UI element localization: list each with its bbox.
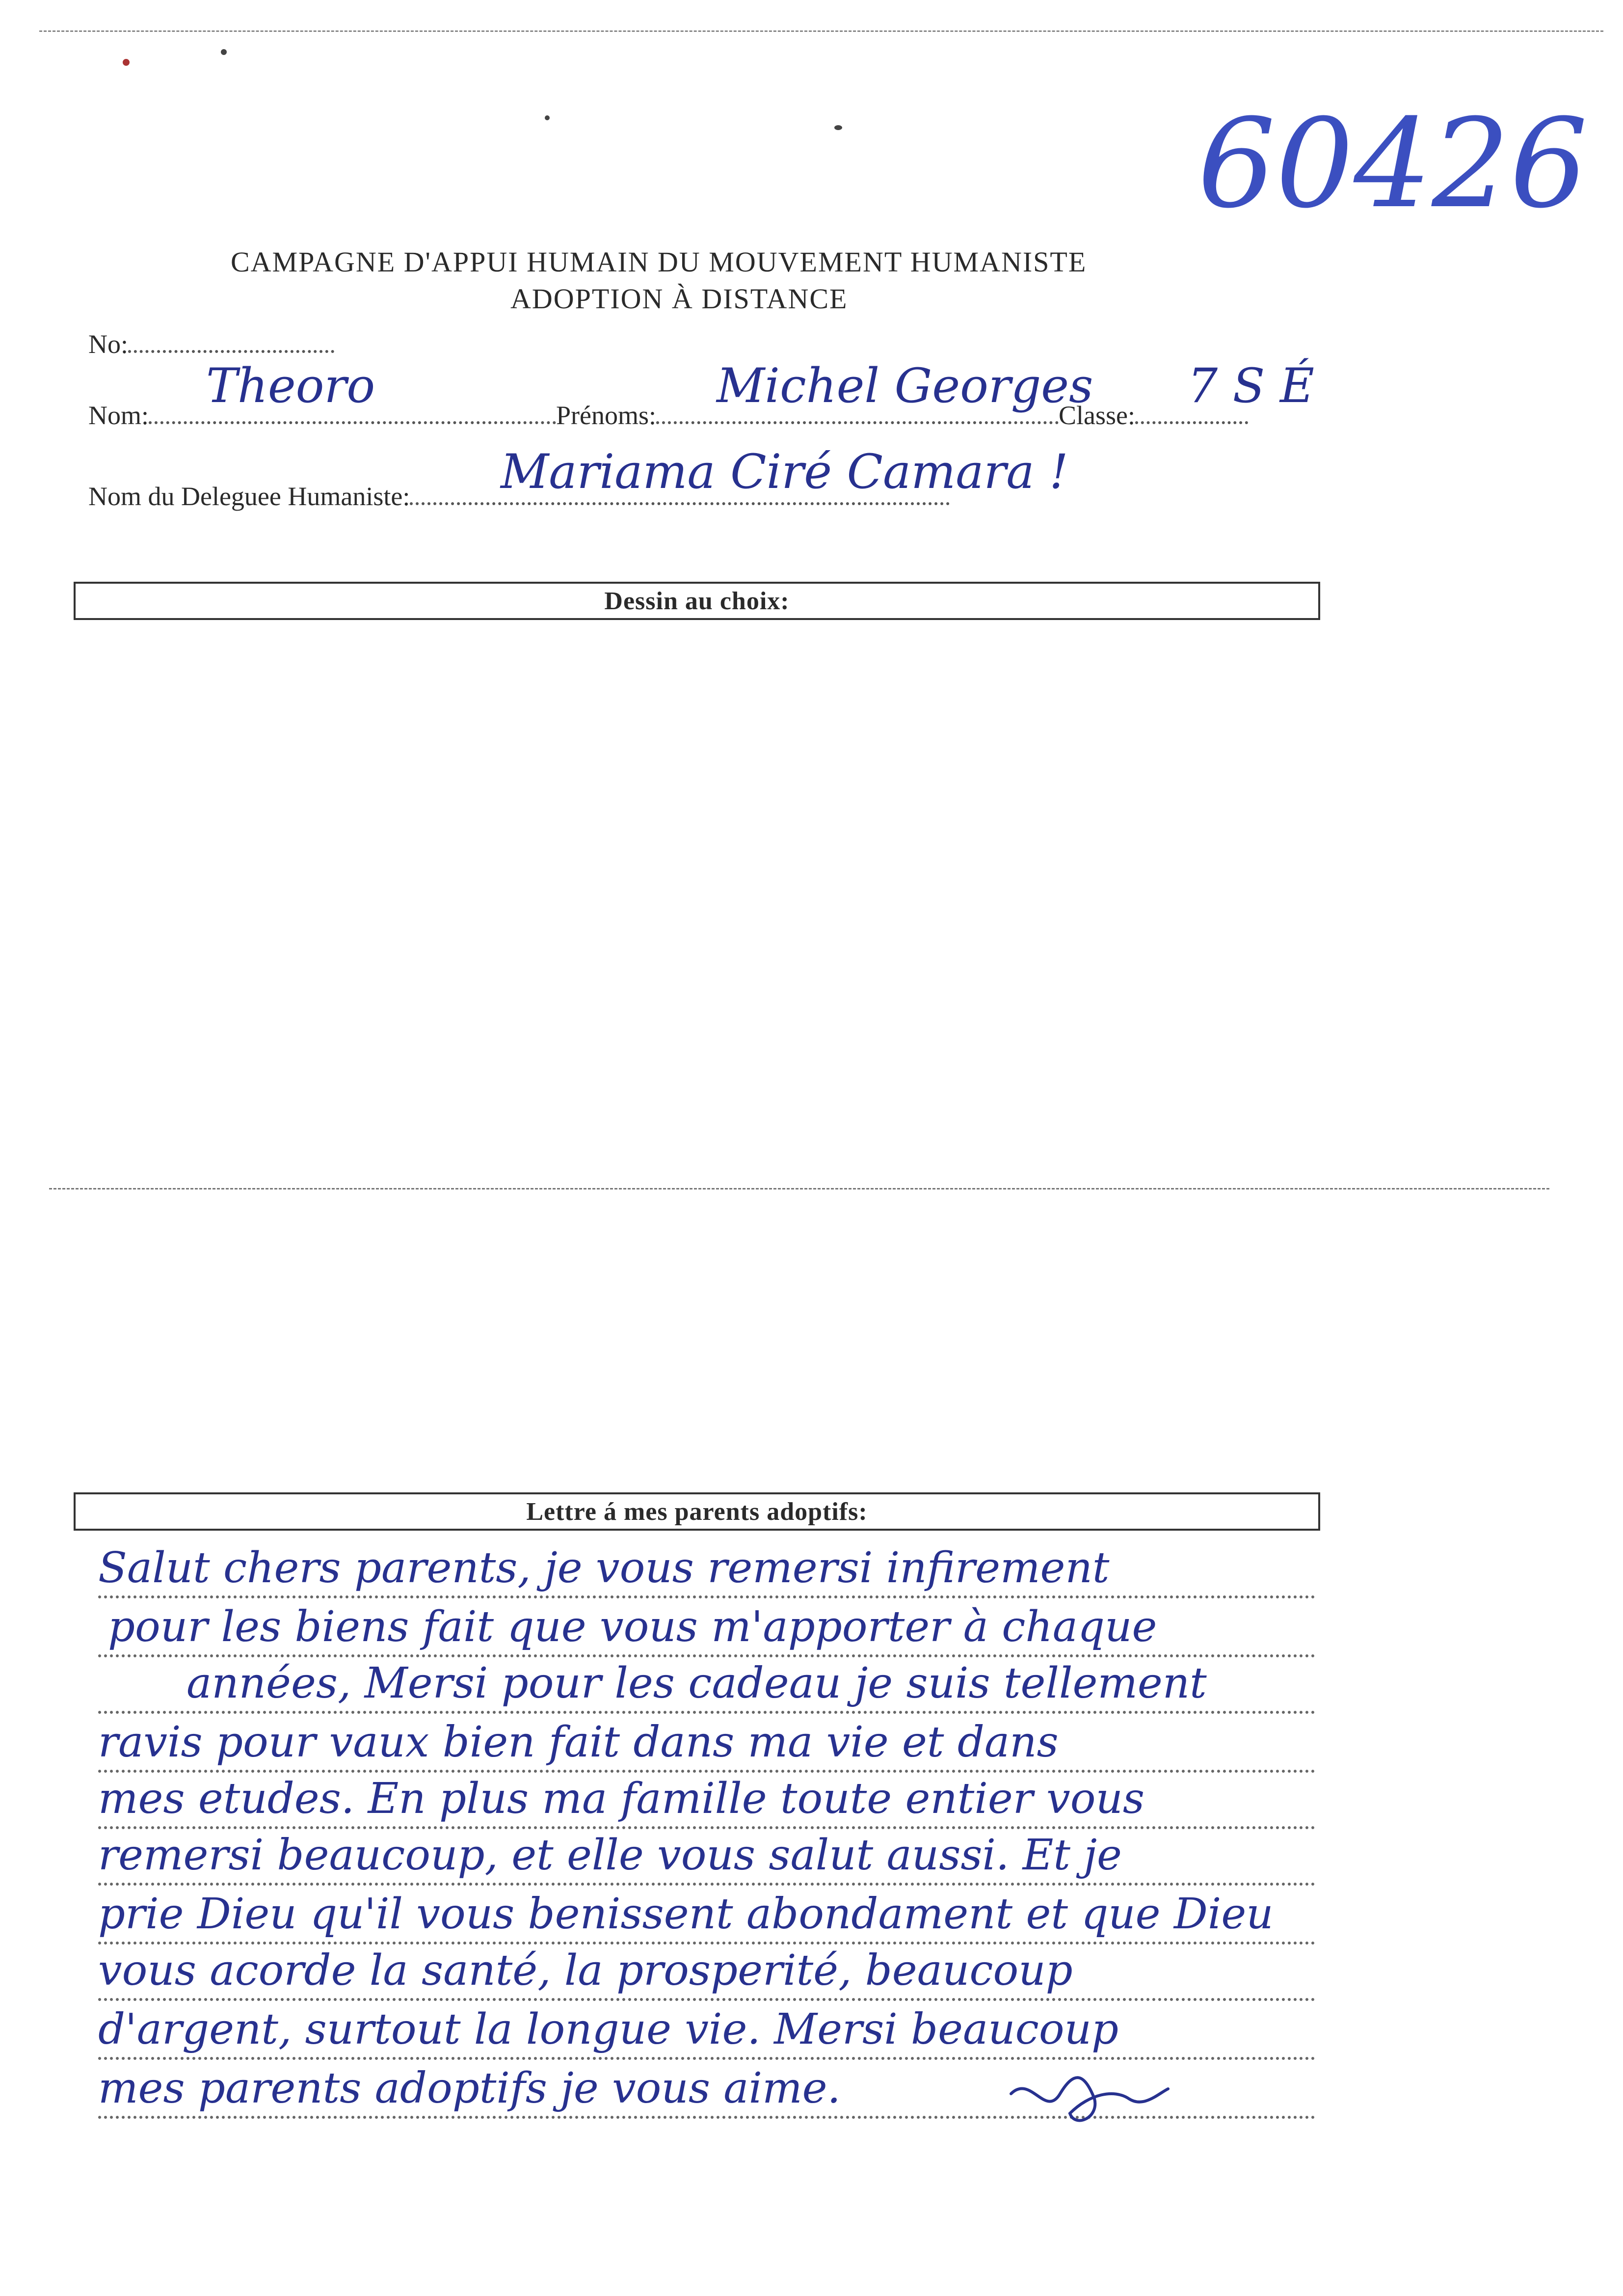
letter-line-text: ravis pour vaux bien fait dans ma vie et dans bbox=[98, 1718, 1059, 1767]
drawing-label: Dessin au choix: bbox=[604, 587, 790, 615]
letter-line bbox=[98, 1888, 1315, 1945]
delegue-value: Mariama Ciré Camara ! bbox=[501, 444, 1068, 499]
top-perforation-rule bbox=[39, 30, 1603, 32]
scan-speck bbox=[834, 125, 842, 130]
delegue-label: Nom du Deleguee Humaniste: bbox=[88, 482, 410, 511]
mid-perforation-rule bbox=[49, 1188, 1549, 1189]
signature bbox=[1001, 2064, 1178, 2133]
letter-line-text: années, Mersi pour les cadeau je suis tellement bbox=[186, 1659, 1207, 1708]
letter-line bbox=[98, 1657, 1315, 1714]
letter-line bbox=[98, 1829, 1315, 1886]
letter-line-text: Salut chers parents, je vous remersi infirement bbox=[98, 1543, 1110, 1593]
letter-line bbox=[98, 1541, 1315, 1598]
prenoms-label: Prénoms: bbox=[556, 401, 657, 430]
letter-label: Lettre á mes parents adoptifs: bbox=[526, 1497, 868, 1526]
scan-speck bbox=[545, 115, 550, 120]
letter-line-text: d'argent, surtout la longue vie. Mersi beaucoup bbox=[98, 2005, 1119, 2054]
scan-speck bbox=[221, 49, 227, 55]
letter-line-text: mes etudes. En plus ma famille toute entier vous bbox=[98, 1774, 1145, 1823]
letter-section-header bbox=[74, 1492, 1320, 1531]
classe-value: 7 S É bbox=[1188, 358, 1314, 413]
letter-line bbox=[98, 1600, 1315, 1657]
letter-line bbox=[98, 1716, 1315, 1773]
letter-line bbox=[98, 1772, 1315, 1829]
nom-label: Nom: bbox=[88, 401, 149, 430]
letter-line bbox=[98, 1944, 1315, 2001]
nom-value: Theoro bbox=[206, 358, 375, 413]
reference-number bbox=[1193, 74, 1588, 241]
drawing-area bbox=[74, 620, 1320, 1180]
svg-text:60426: 60426 bbox=[1197, 92, 1588, 235]
campaign-title: CAMPAGNE D'APPUI HUMAIN DU MOUVEMENT HUMANISTE bbox=[231, 246, 1087, 278]
no-label: No: bbox=[88, 329, 128, 359]
classe-label: Classe: bbox=[1059, 401, 1136, 430]
drawing-section-header bbox=[74, 582, 1320, 620]
letter-line bbox=[98, 2003, 1315, 2060]
letter-line-text: prie Dieu qu'il vous benissent abondament et que Dieu bbox=[98, 1890, 1274, 1939]
letter-line-text: pour les biens fait que vous m'apporter à chaque bbox=[108, 1602, 1157, 1651]
letter-line-text: mes parents adoptifs je vous aime. bbox=[98, 2064, 841, 2113]
prenoms-value: Michel Georges bbox=[717, 358, 1093, 413]
no-field bbox=[88, 329, 334, 359]
scan-speck bbox=[123, 59, 130, 66]
letter-line-text: vous acorde la santé, la prosperité, beaucoup bbox=[98, 1946, 1073, 1995]
program-subtitle: ADOPTION À DISTANCE bbox=[510, 283, 848, 315]
letter-line-text: remersi beaucoup, et elle vous salut aussi. Et je bbox=[98, 1831, 1122, 1880]
